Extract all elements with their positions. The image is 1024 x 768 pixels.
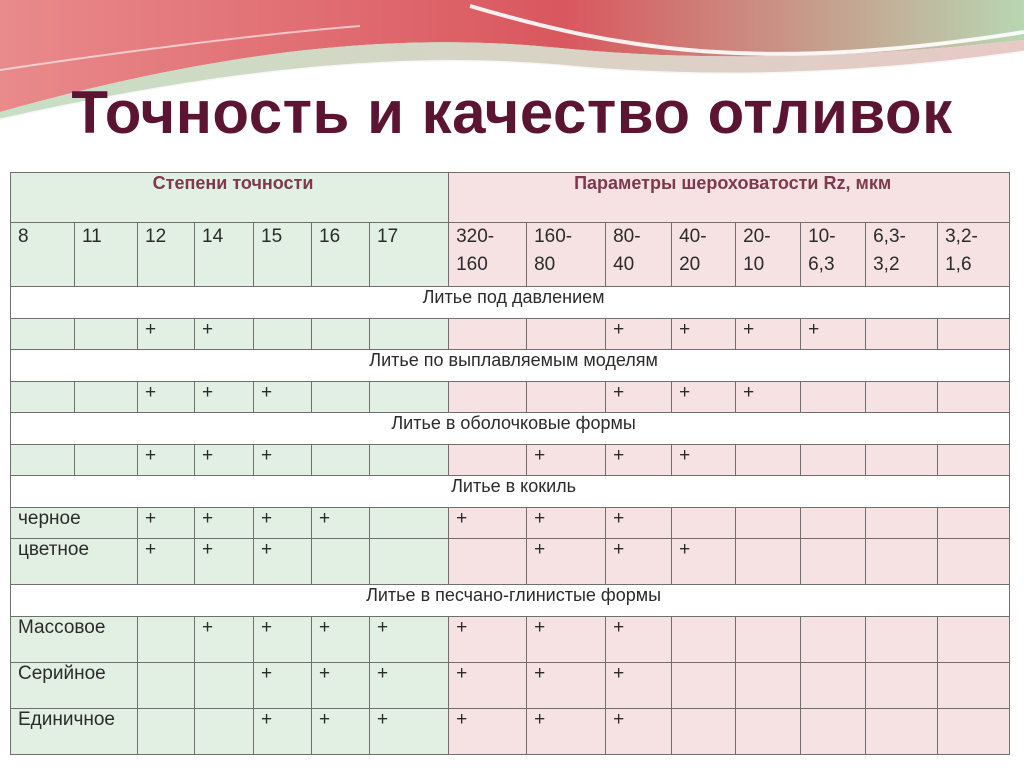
mark-cell xyxy=(736,663,801,709)
mark-cell xyxy=(370,508,449,539)
mark-cell xyxy=(736,445,801,476)
mark-cell: + xyxy=(138,445,195,476)
mark-cell: + xyxy=(672,539,736,585)
mark-cell: + xyxy=(672,445,736,476)
mark-cell xyxy=(801,382,866,413)
mark-cell: + xyxy=(736,382,801,413)
mark-cell xyxy=(736,617,801,663)
mark-cell xyxy=(672,617,736,663)
row-label: Единичное xyxy=(11,709,138,755)
column-header: 320- 160 xyxy=(449,223,527,287)
column-header-row xyxy=(11,223,1010,287)
mark-cell xyxy=(11,382,75,413)
mark-cell xyxy=(195,709,254,755)
mark-cell xyxy=(312,539,370,585)
column-header: 15 xyxy=(254,223,312,287)
mark-cell xyxy=(370,539,449,585)
section-row xyxy=(11,350,1010,382)
column-header: 17 xyxy=(370,223,449,287)
mark-cell: + xyxy=(138,319,195,350)
mark-cell: + xyxy=(672,382,736,413)
column-header: 10- 6,3 xyxy=(801,223,866,287)
mark-cell: + xyxy=(606,663,672,709)
table-row xyxy=(11,539,1010,585)
mark-cell xyxy=(527,382,606,413)
mark-cell xyxy=(75,445,138,476)
mark-cell: + xyxy=(312,617,370,663)
column-header: 40- 20 xyxy=(672,223,736,287)
mark-cell: + xyxy=(606,709,672,755)
mark-cell xyxy=(938,663,1010,709)
mark-cell: + xyxy=(254,445,312,476)
mark-cell: + xyxy=(312,508,370,539)
mark-cell xyxy=(736,709,801,755)
castings-table xyxy=(10,172,1010,755)
column-header: 3,2- 1,6 xyxy=(938,223,1010,287)
section-title: Литье в кокиль xyxy=(11,476,1010,508)
mark-cell xyxy=(801,617,866,663)
mark-cell xyxy=(195,663,254,709)
mark-cell xyxy=(801,709,866,755)
mark-cell xyxy=(938,709,1010,755)
section-row xyxy=(11,585,1010,617)
mark-cell xyxy=(138,617,195,663)
roughness-header: Параметры шероховатости Rz, мкм xyxy=(449,173,1010,223)
mark-cell xyxy=(938,445,1010,476)
row-label: Серийное xyxy=(11,663,138,709)
column-header: 6,3- 3,2 xyxy=(866,223,938,287)
mark-cell: + xyxy=(254,709,312,755)
section-row xyxy=(11,476,1010,508)
table-row xyxy=(11,617,1010,663)
mark-cell: + xyxy=(606,319,672,350)
mark-cell xyxy=(370,319,449,350)
mark-cell xyxy=(866,319,938,350)
section-title: Литье по выплавляемым моделям xyxy=(11,350,1010,382)
column-header: 160- 80 xyxy=(527,223,606,287)
mark-cell: + xyxy=(606,382,672,413)
column-header: 20- 10 xyxy=(736,223,801,287)
mark-cell xyxy=(866,663,938,709)
mark-cell: + xyxy=(606,539,672,585)
mark-cell: + xyxy=(195,445,254,476)
mark-cell xyxy=(138,709,195,755)
mark-cell xyxy=(866,445,938,476)
mark-cell xyxy=(11,319,75,350)
mark-cell xyxy=(866,382,938,413)
mark-cell xyxy=(449,445,527,476)
mark-cell: + xyxy=(527,709,606,755)
column-header: 80- 40 xyxy=(606,223,672,287)
column-header: 16 xyxy=(312,223,370,287)
mark-cell: + xyxy=(672,319,736,350)
mark-cell: + xyxy=(254,539,312,585)
mark-cell xyxy=(736,539,801,585)
mark-cell: + xyxy=(370,663,449,709)
table-row xyxy=(11,382,1010,413)
mark-cell xyxy=(866,709,938,755)
table-row xyxy=(11,663,1010,709)
mark-cell xyxy=(449,539,527,585)
mark-cell xyxy=(449,319,527,350)
mark-cell: + xyxy=(801,319,866,350)
row-label: Массовое xyxy=(11,617,138,663)
mark-cell xyxy=(938,508,1010,539)
mark-cell: + xyxy=(606,617,672,663)
column-header: 14 xyxy=(195,223,254,287)
mark-cell xyxy=(138,663,195,709)
mark-cell: + xyxy=(527,445,606,476)
mark-cell xyxy=(672,663,736,709)
mark-cell xyxy=(312,445,370,476)
mark-cell: + xyxy=(527,539,606,585)
mark-cell xyxy=(527,319,606,350)
mark-cell: + xyxy=(195,508,254,539)
mark-cell: + xyxy=(606,508,672,539)
mark-cell: + xyxy=(449,617,527,663)
section-title: Литье под давлением xyxy=(11,287,1010,319)
mark-cell xyxy=(938,319,1010,350)
mark-cell: + xyxy=(195,382,254,413)
mark-cell: + xyxy=(195,617,254,663)
column-header: 11 xyxy=(75,223,138,287)
row-label: черное xyxy=(11,508,138,539)
page-title: Точность и качество отливок xyxy=(71,79,953,146)
mark-cell: + xyxy=(254,617,312,663)
mark-cell: + xyxy=(312,709,370,755)
mark-cell xyxy=(938,539,1010,585)
mark-cell xyxy=(938,382,1010,413)
mark-cell: + xyxy=(527,663,606,709)
mark-cell xyxy=(672,508,736,539)
mark-cell xyxy=(866,508,938,539)
mark-cell: + xyxy=(449,508,527,539)
mark-cell xyxy=(736,508,801,539)
section-row xyxy=(11,413,1010,445)
mark-cell xyxy=(11,445,75,476)
mark-cell xyxy=(866,539,938,585)
precision-header: Степени точности xyxy=(11,173,449,223)
mark-cell xyxy=(312,382,370,413)
section-title: Литье в песчано-глинистые формы xyxy=(11,585,1010,617)
mark-cell: + xyxy=(138,508,195,539)
table-row xyxy=(11,445,1010,476)
mark-cell: + xyxy=(370,709,449,755)
table-row xyxy=(11,319,1010,350)
mark-cell xyxy=(75,319,138,350)
mark-cell xyxy=(449,382,527,413)
mark-cell xyxy=(938,617,1010,663)
table-row xyxy=(11,508,1010,539)
mark-cell: + xyxy=(138,539,195,585)
row-label: цветное xyxy=(11,539,138,585)
mark-cell xyxy=(370,382,449,413)
column-header: 12 xyxy=(138,223,195,287)
mark-cell: + xyxy=(138,382,195,413)
mark-cell xyxy=(801,508,866,539)
mark-cell: + xyxy=(254,663,312,709)
mark-cell xyxy=(254,319,312,350)
mark-cell: + xyxy=(312,663,370,709)
table-row xyxy=(11,709,1010,755)
section-row xyxy=(11,287,1010,319)
mark-cell: + xyxy=(254,382,312,413)
mark-cell: + xyxy=(195,539,254,585)
header-row xyxy=(11,173,1010,223)
section-title: Литье в оболочковые формы xyxy=(11,413,1010,445)
mark-cell xyxy=(370,445,449,476)
mark-cell xyxy=(801,663,866,709)
mark-cell: + xyxy=(527,617,606,663)
mark-cell xyxy=(801,539,866,585)
mark-cell xyxy=(672,709,736,755)
mark-cell: + xyxy=(254,508,312,539)
mark-cell: + xyxy=(449,709,527,755)
mark-cell: + xyxy=(195,319,254,350)
mark-cell xyxy=(312,319,370,350)
mark-cell: + xyxy=(370,617,449,663)
mark-cell xyxy=(866,617,938,663)
mark-cell: + xyxy=(527,508,606,539)
mark-cell: + xyxy=(606,445,672,476)
mark-cell xyxy=(801,445,866,476)
mark-cell: + xyxy=(736,319,801,350)
mark-cell xyxy=(75,382,138,413)
mark-cell: + xyxy=(449,663,527,709)
column-header: 8 xyxy=(11,223,75,287)
